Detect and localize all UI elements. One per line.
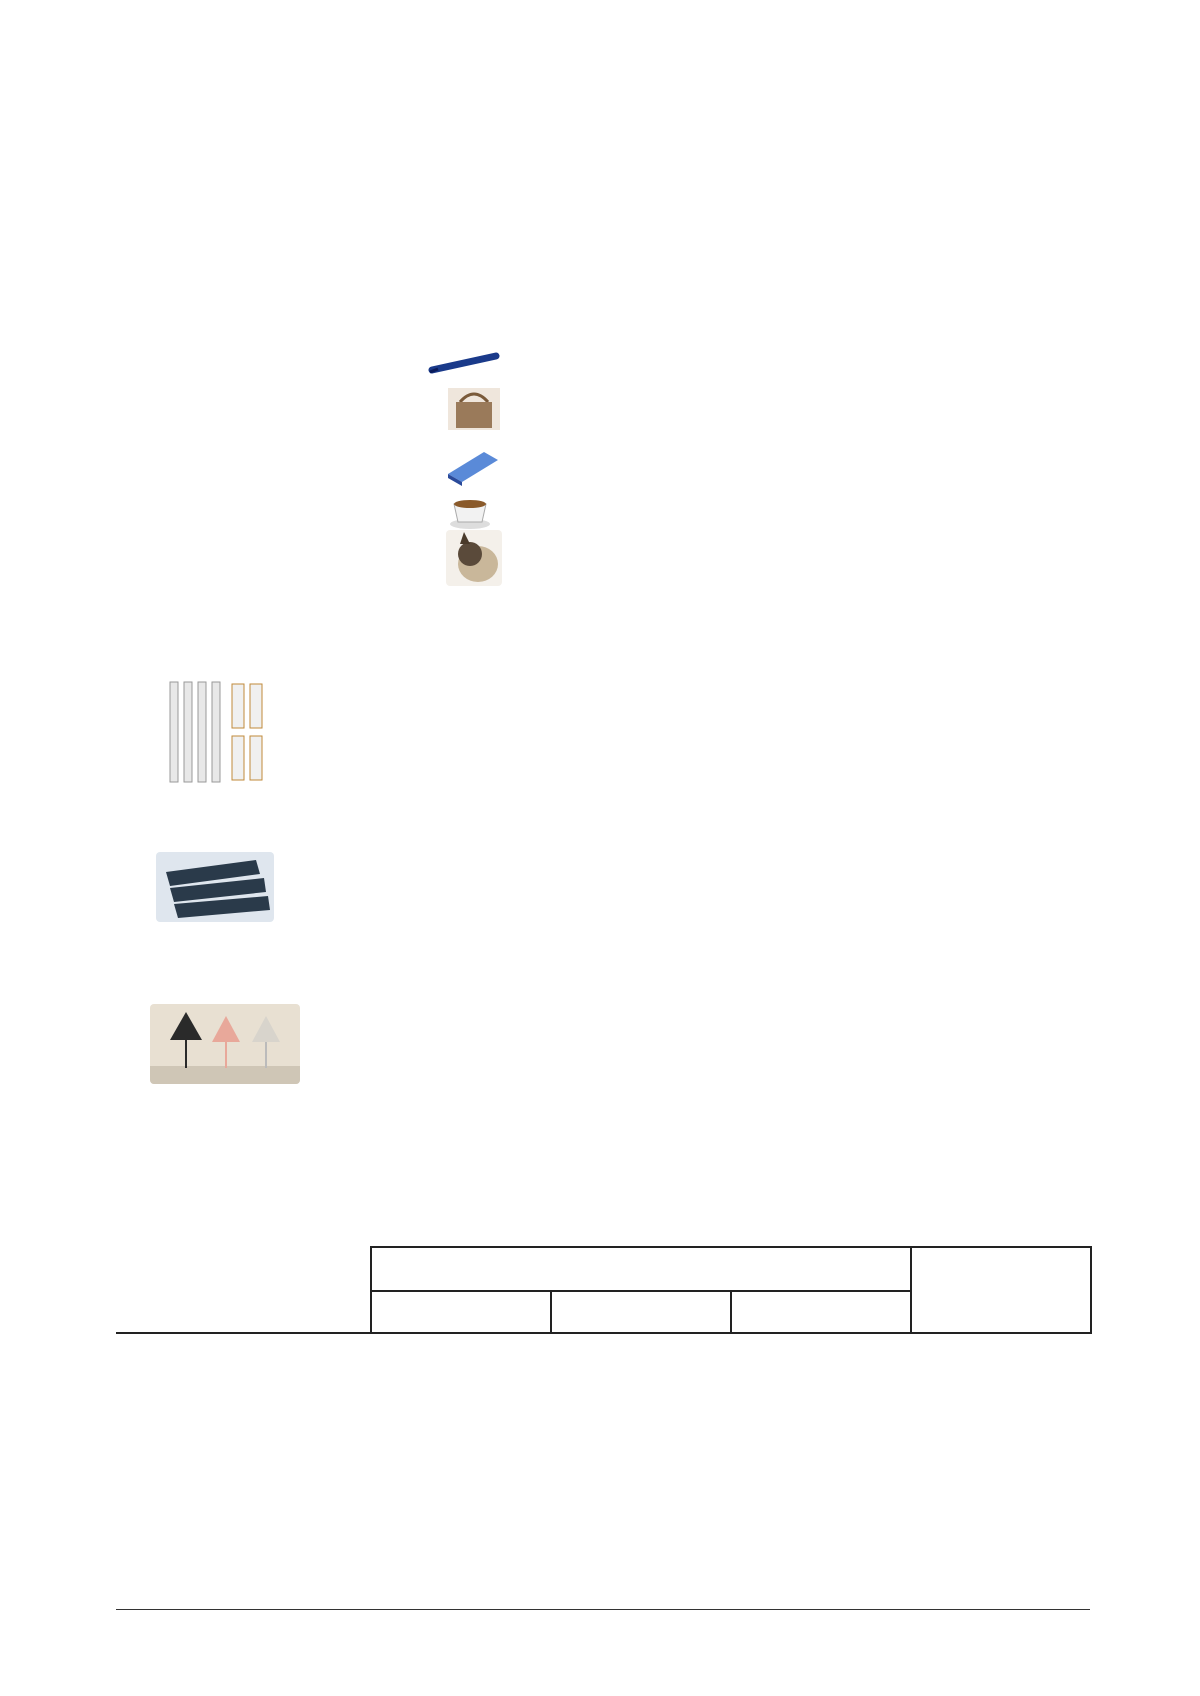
plural-header — [911, 1247, 1091, 1333]
singular-header — [371, 1247, 911, 1291]
dog-image — [446, 530, 502, 586]
pens-pencils-image — [166, 680, 268, 788]
col-f — [551, 1291, 731, 1333]
lamps-image — [150, 1004, 300, 1084]
col-n — [731, 1291, 911, 1333]
coffee-cup-image — [448, 492, 496, 530]
grammar-table — [116, 1246, 1092, 1334]
pen-image — [428, 350, 500, 376]
col-m — [371, 1291, 551, 1333]
book-image — [444, 448, 500, 486]
phones-image — [156, 852, 274, 922]
bag-image — [446, 386, 502, 432]
footer-divider — [116, 1609, 1090, 1610]
